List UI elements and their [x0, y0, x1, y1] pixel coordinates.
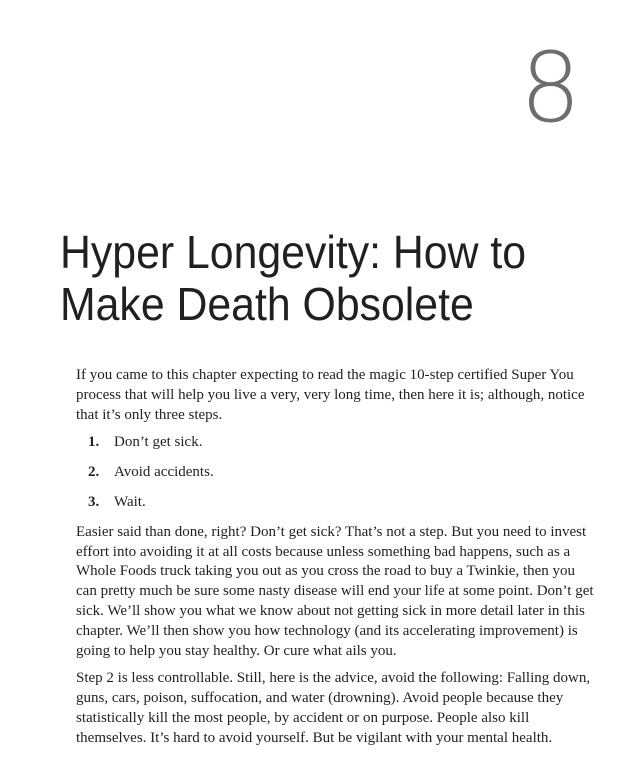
chapter-title-line-2: Make Death Obsolete [60, 278, 474, 330]
chapter-number: 8 [520, 32, 580, 144]
paragraph-2: Easier said than done, right? Don’t get sick? That’s not a step. But you need to invest effort into avoiding it at all costs because unless something bad happens, such as a Whole Foods truck taking you out as you cross the road to buy a Twinkie, then you can pretty much be sure some nasty disease will end your life at some point. Don’t get sick. We’ll show you what we know about not getting sick in more detail later in this chapter. We’ll then show you how technology (and its accelerating improvement) is going to help you stay healthy. Or cure what ails you. [76, 523, 594, 659]
step-number: 3. [88, 493, 100, 510]
steps-list [76, 433, 596, 512]
chapter-body [76, 366, 596, 757]
step-item [88, 433, 596, 453]
chapter-title-line-1: Hyper Longevity: How to [60, 226, 527, 278]
step-text: Avoid accidents. [114, 464, 214, 481]
step-item [88, 463, 596, 483]
chapter-title [60, 226, 581, 330]
step-text: Wait. [114, 493, 146, 510]
step-item [88, 493, 596, 513]
step-number: 1. [88, 434, 100, 451]
step-text: Don’t get sick. [114, 434, 203, 451]
step-number: 2. [88, 464, 100, 481]
paragraph-3: Step 2 is less controllable. Still, here is the advice, avoid the following: Falling down, guns, cars, poison, suffocation, and water (drowning). Avoid people because they statistically kill the most people, by accident or on purpose. People also kill themselves. It’s hard to avoid yourself. But be vigilant with your mental health. [76, 670, 591, 746]
intro-paragraph: If you came to this chapter expecting to read the magic 10-step certified Super You process that will help you live a very, very long time, then here it is; although, notice that it’s only three steps. [76, 367, 585, 423]
